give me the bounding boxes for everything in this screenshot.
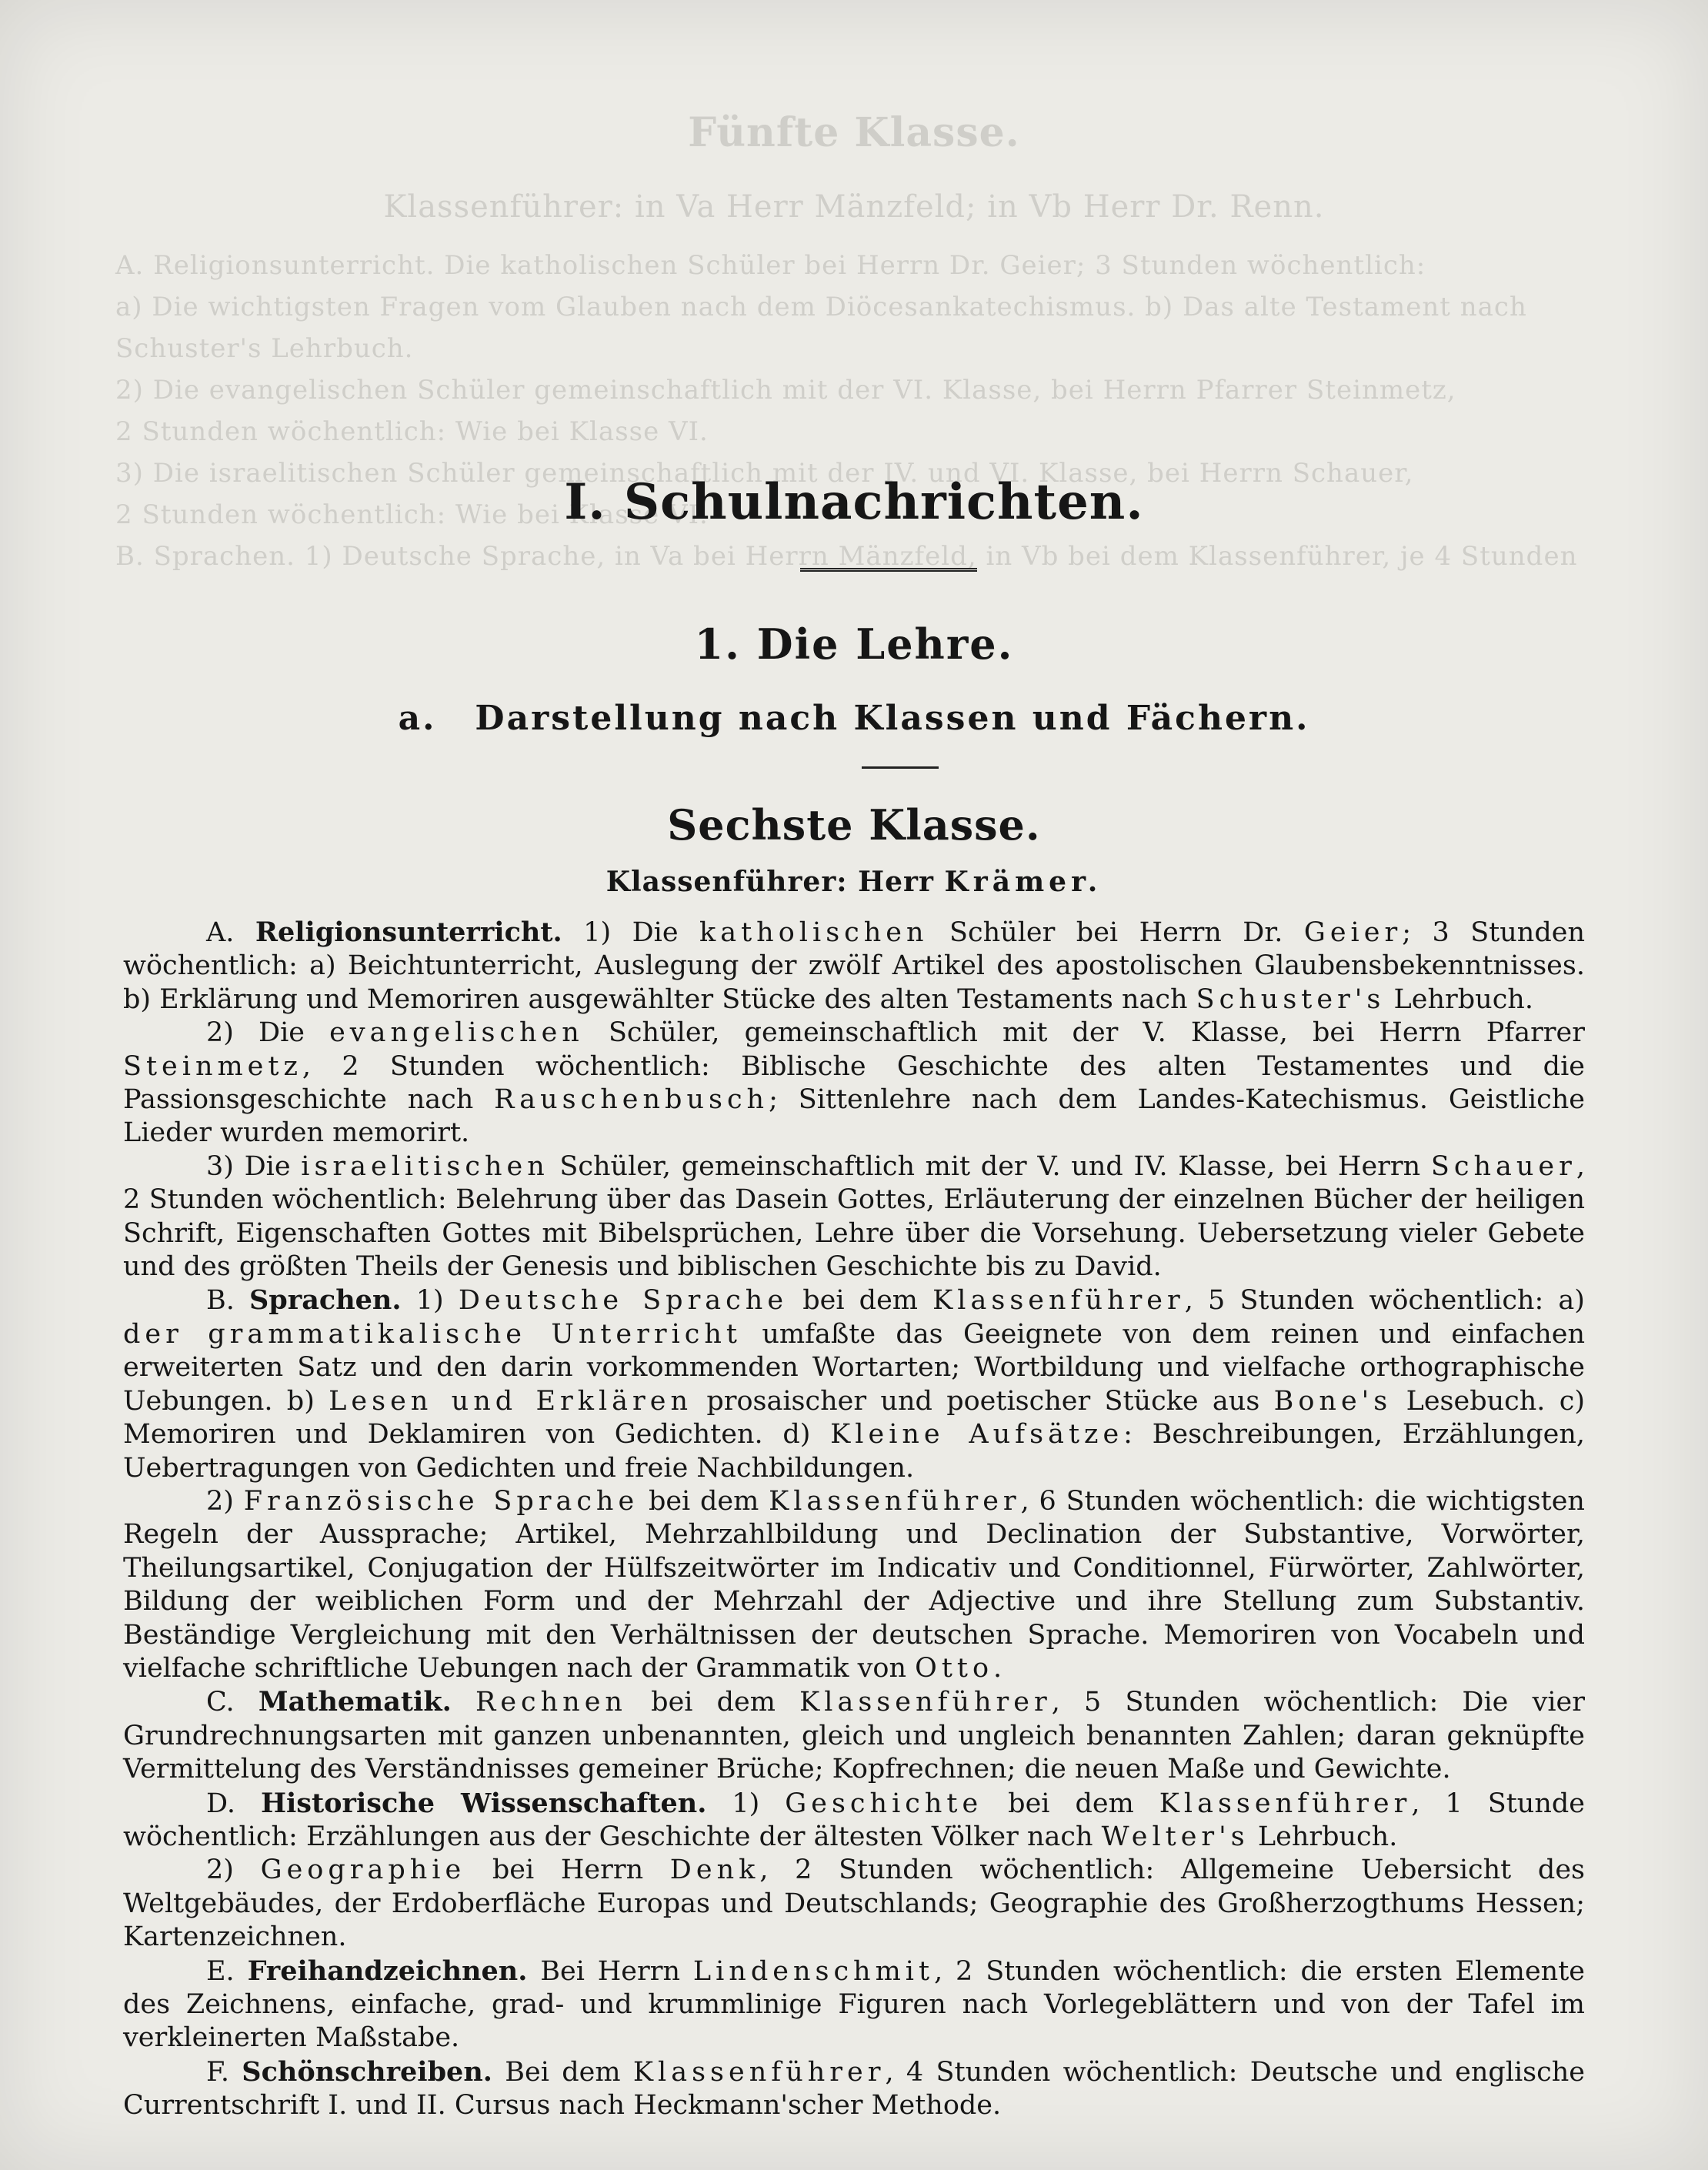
bleed-line: B. Sprachen. 1) Deutsche Sprache, in Va bei Herrn Mänzfeld, in Vb bei dem Klassenführer, je 4 Stunden: [115, 541, 1578, 572]
text-run: Lehrbuch.: [1385, 983, 1533, 1015]
paragraph-heading: Sprachen.: [249, 1284, 402, 1317]
text-run: Lehrbuch.: [1249, 1821, 1398, 1852]
text-run: , 5 Stunden wöchentlich: Die vier Grundrechnungsarten mit ganzen unbenannten, gleich und ungleich benannten Zahlen; daran geknüpfte Vermittelung des Verständnisses gemeiner Brüche; Kopfrechnen; die neuen Maße und Gewichte.: [123, 1687, 1585, 1785]
text-run: , 4 Stunden wöchentlich: Deutsche und englische Currentschrift I. und II. Cursus nach Heckmann'scher Methode.: [123, 2056, 1585, 2122]
text-run: bei dem: [982, 1788, 1159, 1819]
paragraph-heading: Freihandzeichnen.: [247, 1955, 528, 1987]
text-run: 3) Die: [206, 1150, 302, 1182]
spaced-text: Französische Sprache: [243, 1485, 639, 1517]
spaced-text: Schuster's: [1196, 983, 1386, 1015]
text-run: Bei Herrn: [527, 1955, 693, 1987]
text-run: ; 3 Stunden wöchentlich: a) Beichtunterricht, Auslegung der zwölf Artikel des apostolischen Glaubensbekenntnisses. b) Erklärung und Memoriren ausgewählter Stücke des alten Testaments nach: [123, 917, 1585, 1015]
spaced-text: Klassenführer: [1159, 1788, 1412, 1819]
spaced-text: Lindenschmit: [692, 1955, 935, 1987]
paragraph-penmanship: [123, 2055, 1585, 2123]
class-title: Sechste Klasse.: [667, 800, 1041, 850]
spaced-text: Klassenführer: [932, 1285, 1185, 1317]
spaced-text: Steinmetz: [123, 1050, 302, 1082]
subsection-title: [123, 699, 1585, 738]
bleed-line: 2) Die evangelischen Schüler gemeinschaftlich mit der VI. Klasse, bei Herrn Pfarrer Steinmetz,: [115, 375, 1456, 406]
spaced-text: der grammatikalische Unterricht: [123, 1318, 742, 1350]
paragraph-history: [123, 1787, 1585, 1855]
paragraph-prefix: A.: [206, 917, 235, 948]
spaced-text: evangelischen: [329, 1017, 584, 1049]
paragraph-french: [123, 1485, 1585, 1685]
double-rule-divider: [800, 568, 977, 572]
spaced-text: Welter's: [1101, 1821, 1249, 1852]
spaced-text: Schauer: [1430, 1150, 1576, 1182]
text-run: .: [993, 1652, 1002, 1684]
spaced-text: katholischen: [699, 917, 929, 948]
body-text: [123, 916, 1585, 2123]
paragraph-religion-evangelical: [123, 1017, 1585, 1150]
spaced-text: Klassenführer: [799, 1687, 1052, 1718]
spaced-text: Otto: [915, 1652, 994, 1684]
text-run: 1) Die: [562, 917, 700, 948]
text-run: Schüler bei Herrn Dr.: [928, 917, 1304, 948]
text-run: prosaischer und poetischer Stücke aus: [692, 1385, 1274, 1417]
spaced-text: Rauschenbusch: [494, 1084, 769, 1116]
spaced-text: Geschichte: [785, 1788, 983, 1819]
text-run: [452, 1687, 475, 1718]
section-title: I. Schulnachrichten.: [564, 473, 1144, 531]
text-run: Schüler, gemeinschaftlich mit der V. und IV. Klasse, bei Herrn: [549, 1150, 1431, 1182]
paragraph-prefix: C.: [206, 1687, 235, 1718]
spaced-text: Rechnen: [475, 1687, 627, 1718]
text-run: Lesebuch. c) Memoriren und Deklamiren von Gedichten. d): [123, 1385, 1585, 1451]
text-run: , 2 Stunden wöchentlich: die ersten Elemente des Zeichnens, einfache, grad- und krummlinige Figuren nach Vorlegeblättern und von der Tafel im verkleinerten Maßstabe.: [123, 1955, 1585, 2054]
paragraph-heading: Mathematik.: [258, 1686, 452, 1718]
text-run: 2): [206, 1485, 244, 1517]
short-rule-divider: [862, 766, 939, 769]
text-run: 1): [706, 1788, 786, 1819]
paragraph-heading: Historische Wissenschaften.: [260, 1787, 707, 1819]
text-run: : Beschreibungen, Erzählungen, Uebertragungen von Gedichten und freie Nachbildungen.: [123, 1419, 1586, 1484]
text-run: , 5 Stunden wöchentlich: a): [1184, 1285, 1585, 1317]
class-teacher-label: Klassenführer: Herr: [605, 866, 934, 898]
spaced-text: Kleine Aufsätze: [830, 1419, 1124, 1451]
class-teacher-name: Krämer.: [944, 866, 1103, 898]
text-run: ; Sittenlehre nach dem Landes-Katechismus. Geistliche Lieder wurden memorirt.: [123, 1084, 1585, 1149]
bleed-line: A. Religionsunterricht. Die katholischen Schüler bei Herrn Dr. Geier; 3 Stunden wöchentlich:: [115, 250, 1426, 281]
spaced-text: Klassenführer: [632, 2056, 886, 2088]
text-run: Bei dem: [492, 2056, 633, 2088]
paragraph-geography: [123, 1854, 1585, 1954]
spaced-text: Klassenführer: [769, 1485, 1021, 1517]
spaced-text: Deutsche Sprache: [458, 1285, 789, 1317]
text-run: bei dem: [788, 1285, 933, 1317]
paragraph-prefix: E.: [206, 1955, 235, 1987]
text-run: bei Herrn: [465, 1855, 670, 1886]
text-run: umfaßte das Geeignete von dem reinen und einfachen erweiterten Satz und den darin vorkommenden Wortarten; Wortbildung und vielfache orthographische Uebungen. b): [123, 1318, 1585, 1417]
text-run: , 2 Stunden wöchentlich: Biblische Geschichte des alten Testamentes und die Passionsgeschichte nach: [123, 1050, 1585, 1116]
bleed-line: Schuster's Lehrbuch.: [115, 333, 414, 364]
spaced-text: Geographie: [260, 1855, 466, 1886]
text-run: , 2 Stunden wöchentlich: Belehrung über das Dasein Gottes, Erläuterung der einzelnen Bücher der heiligen Schrift, Eigenschaften Gottes mit Bibelsprüchen, Lehre über die Vorsehung. Uebersetzung vieler Gebete und des größten Theils der Genesis und biblischen Geschichte bis zu David.: [123, 1150, 1585, 1283]
subsection-letter: a.: [398, 699, 437, 738]
text-run: 2): [206, 1855, 261, 1886]
spaced-text: israelitischen: [301, 1150, 549, 1182]
paragraph-religion-israelite: [123, 1150, 1585, 1284]
spaced-text: Lesen und Erklären: [329, 1385, 692, 1417]
paragraph-prefix: F.: [206, 2056, 229, 2088]
bleed-line: 2 Stunden wöchentlich: Wie bei Klasse VI.: [115, 499, 709, 530]
paragraph-heading: Religionsunterricht.: [255, 916, 562, 948]
text-run: bei dem: [639, 1485, 769, 1517]
bleed-teacher: Klassenführer: in Va Herr Mänzfeld; in Vb Herr Dr. Renn.: [383, 189, 1325, 225]
bleed-title: Fünfte Klasse.: [688, 109, 1020, 156]
spaced-text: Denk: [669, 1855, 760, 1886]
paragraph-prefix: B.: [206, 1285, 235, 1317]
spaced-text: Bone's: [1273, 1385, 1393, 1417]
text-run: , 6 Stunden wöchentlich: die wichtigsten Regeln der Aussprache; Artikel, Mehrzahlbildung und Declination der Substantive, Vorwörter, Theilungsartikel, Conjugation der Hülfszeitwörter im Indicativ und Conditionnel, Fürwörter, Zahlwörter, Bildung der weiblichen Form und der Mehrzahl der Adjective und ihre Stellung zum Substantiv. Beständige Vergleichung mit den Verhältnissen der deutschen Sprache. Memoriren von Vocabeln und vielfache schriftliche Uebungen nach der Grammatik von: [123, 1485, 1585, 1684]
bleed-line: 2 Stunden wöchentlich: Wie bei Klasse VI.: [115, 416, 709, 447]
text-run: Schüler, gemeinschaftlich mit der V. Klasse, bei Herrn Pfarrer: [583, 1017, 1585, 1049]
paragraph-heading: Schönschreiben.: [242, 2055, 492, 2088]
chapter-title: 1. Die Lehre.: [694, 619, 1014, 669]
bleed-line: a) Die wichtigsten Fragen vom Glauben nach dem Diöcesankatechismus. b) Das alte Testament nach: [115, 292, 1527, 322]
text-run: , 2 Stunden wöchentlich: Allgemeine Uebersicht des Weltgebäudes, der Erdoberfläche Europas und Deutschlands; Geographie des Großherzogthums Hessen; Kartenzeichnen.: [123, 1855, 1585, 1953]
paragraph-religion-catholic: [123, 916, 1585, 1017]
text-run: , 1 Stunde wöchentlich: Erzählungen aus der Geschichte der ältesten Völker nach: [123, 1788, 1585, 1852]
spaced-text: Geier: [1303, 917, 1403, 948]
paragraph-prefix: D.: [206, 1788, 235, 1819]
class-teacher: [123, 866, 1585, 898]
paragraph-german: [123, 1284, 1585, 1484]
subsection-heading: Darstellung nach Klassen und Fächern.: [475, 699, 1310, 738]
bleed-line: 3) Die israelitischen Schüler gemeinschaftlich mit der IV. und VI. Klasse, bei Herrn Schauer,: [115, 458, 1414, 489]
text-run: 2) Die: [206, 1017, 330, 1049]
text-run: 1): [401, 1285, 459, 1317]
paragraph-mathematics: [123, 1685, 1585, 1786]
paragraph-drawing: [123, 1955, 1585, 2055]
text-run: bei dem: [626, 1687, 800, 1718]
